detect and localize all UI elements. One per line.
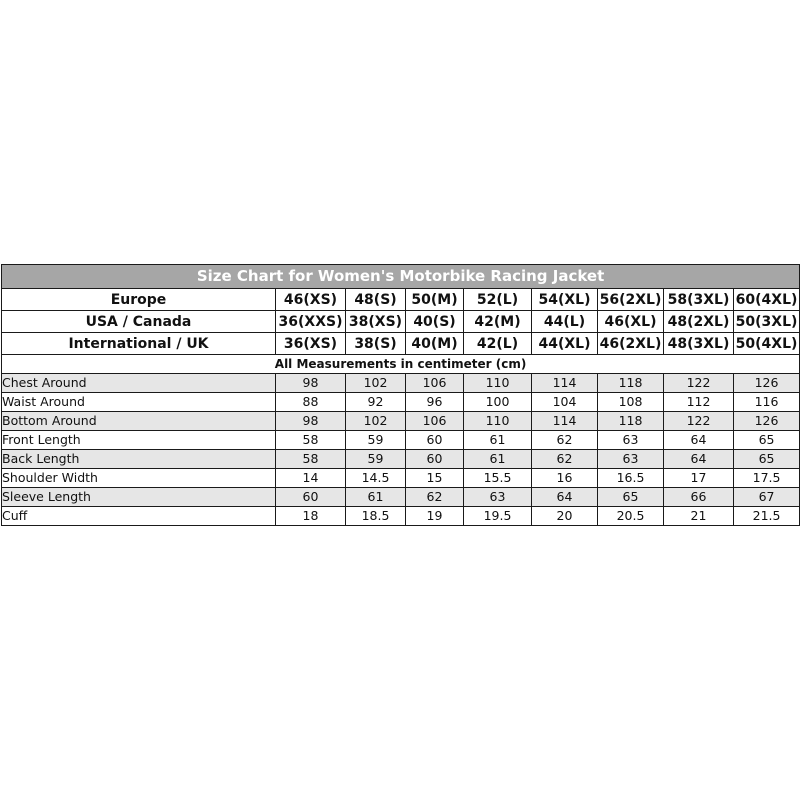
size-cell: 40(M) <box>406 333 464 355</box>
size-cell: 36(XS) <box>276 333 346 355</box>
measurement-value: 19.5 <box>464 507 532 526</box>
measurement-value: 118 <box>598 412 664 431</box>
measurement-value: 61 <box>464 431 532 450</box>
measurement-value: 58 <box>276 450 346 469</box>
measurement-value: 106 <box>406 412 464 431</box>
size-cell: 46(XS) <box>276 289 346 311</box>
measurement-value: 116 <box>734 393 800 412</box>
size-cell: 44(XL) <box>532 333 598 355</box>
measurement-row-front-length <box>2 431 800 450</box>
measurement-value: 59 <box>346 431 406 450</box>
measurement-value: 110 <box>464 374 532 393</box>
chart-title: Size Chart for Women's Motorbike Racing Jacket <box>2 265 800 289</box>
measurement-value: 18.5 <box>346 507 406 526</box>
measurement-label: Back Length <box>2 450 276 469</box>
size-cell: 38(S) <box>346 333 406 355</box>
measurement-value: 64 <box>532 488 598 507</box>
size-chart-body <box>2 265 800 526</box>
measurement-value: 65 <box>734 450 800 469</box>
measurement-value: 18 <box>276 507 346 526</box>
measurement-value: 108 <box>598 393 664 412</box>
measurement-value: 14.5 <box>346 469 406 488</box>
measurement-value: 15.5 <box>464 469 532 488</box>
measurement-label: Front Length <box>2 431 276 450</box>
measurement-value: 61 <box>464 450 532 469</box>
measurement-value: 114 <box>532 412 598 431</box>
size-cell: 60(4XL) <box>734 289 800 311</box>
measurement-value: 59 <box>346 450 406 469</box>
size-cell: 48(3XL) <box>664 333 734 355</box>
size-system-label: International / UK <box>2 333 276 355</box>
units-note-row <box>2 355 800 374</box>
measurement-value: 60 <box>406 431 464 450</box>
size-cell: 58(3XL) <box>664 289 734 311</box>
measurement-value: 66 <box>664 488 734 507</box>
title-row <box>2 265 800 289</box>
measurement-value: 20 <box>532 507 598 526</box>
size-cell: 42(M) <box>464 311 532 333</box>
measurement-value: 60 <box>276 488 346 507</box>
measurement-label: Bottom Around <box>2 412 276 431</box>
measurement-value: 114 <box>532 374 598 393</box>
measurement-value: 122 <box>664 412 734 431</box>
measurement-value: 102 <box>346 412 406 431</box>
size-cell: 54(XL) <box>532 289 598 311</box>
size-chart-table <box>1 264 800 526</box>
measurement-value: 61 <box>346 488 406 507</box>
measurement-value: 62 <box>532 431 598 450</box>
measurement-value: 58 <box>276 431 346 450</box>
measurement-value: 20.5 <box>598 507 664 526</box>
size-cell: 46(2XL) <box>598 333 664 355</box>
measurement-value: 122 <box>664 374 734 393</box>
measurement-value: 110 <box>464 412 532 431</box>
units-note: All Measurements in centimeter (cm) <box>2 355 800 374</box>
size-system-row <box>2 333 800 355</box>
measurement-value: 21 <box>664 507 734 526</box>
measurement-value: 112 <box>664 393 734 412</box>
measurement-value: 14 <box>276 469 346 488</box>
measurement-row-chest-around <box>2 374 800 393</box>
measurement-value: 60 <box>406 450 464 469</box>
size-cell: 44(L) <box>532 311 598 333</box>
measurement-value: 102 <box>346 374 406 393</box>
measurement-value: 16 <box>532 469 598 488</box>
measurement-label: Waist Around <box>2 393 276 412</box>
measurement-value: 63 <box>598 450 664 469</box>
measurement-value: 100 <box>464 393 532 412</box>
size-cell: 46(XL) <box>598 311 664 333</box>
measurement-value: 67 <box>734 488 800 507</box>
size-cell: 48(S) <box>346 289 406 311</box>
measurement-value: 64 <box>664 431 734 450</box>
size-cell: 42(L) <box>464 333 532 355</box>
size-system-row <box>2 311 800 333</box>
measurement-row-sleeve-length <box>2 488 800 507</box>
measurement-value: 62 <box>532 450 598 469</box>
measurement-value: 17.5 <box>734 469 800 488</box>
measurement-value: 98 <box>276 412 346 431</box>
measurement-value: 21.5 <box>734 507 800 526</box>
measurement-value: 98 <box>276 374 346 393</box>
measurement-value: 63 <box>598 431 664 450</box>
size-system-label: Europe <box>2 289 276 311</box>
measurement-value: 15 <box>406 469 464 488</box>
measurement-row-shoulder-width <box>2 469 800 488</box>
measurement-value: 104 <box>532 393 598 412</box>
size-cell: 40(S) <box>406 311 464 333</box>
measurement-label: Shoulder Width <box>2 469 276 488</box>
size-cell: 50(4XL) <box>734 333 800 355</box>
measurement-label: Chest Around <box>2 374 276 393</box>
measurement-value: 65 <box>598 488 664 507</box>
measurement-value: 65 <box>734 431 800 450</box>
measurement-label: Cuff <box>2 507 276 526</box>
size-system-label: USA / Canada <box>2 311 276 333</box>
measurement-row-back-length <box>2 450 800 469</box>
measurement-value: 63 <box>464 488 532 507</box>
measurement-value: 64 <box>664 450 734 469</box>
size-system-row <box>2 289 800 311</box>
size-cell: 56(2XL) <box>598 289 664 311</box>
measurement-row-bottom-around <box>2 412 800 431</box>
measurement-value: 126 <box>734 412 800 431</box>
measurement-row-waist-around <box>2 393 800 412</box>
size-cell: 36(XXS) <box>276 311 346 333</box>
measurement-value: 96 <box>406 393 464 412</box>
measurement-value: 88 <box>276 393 346 412</box>
measurement-value: 92 <box>346 393 406 412</box>
measurement-row-cuff <box>2 507 800 526</box>
size-cell: 50(M) <box>406 289 464 311</box>
measurement-value: 62 <box>406 488 464 507</box>
size-cell: 52(L) <box>464 289 532 311</box>
measurement-value: 16.5 <box>598 469 664 488</box>
measurement-value: 19 <box>406 507 464 526</box>
measurement-value: 17 <box>664 469 734 488</box>
size-cell: 38(XS) <box>346 311 406 333</box>
measurement-value: 106 <box>406 374 464 393</box>
measurement-label: Sleeve Length <box>2 488 276 507</box>
size-cell: 50(3XL) <box>734 311 800 333</box>
measurement-value: 118 <box>598 374 664 393</box>
size-cell: 48(2XL) <box>664 311 734 333</box>
measurement-value: 126 <box>734 374 800 393</box>
